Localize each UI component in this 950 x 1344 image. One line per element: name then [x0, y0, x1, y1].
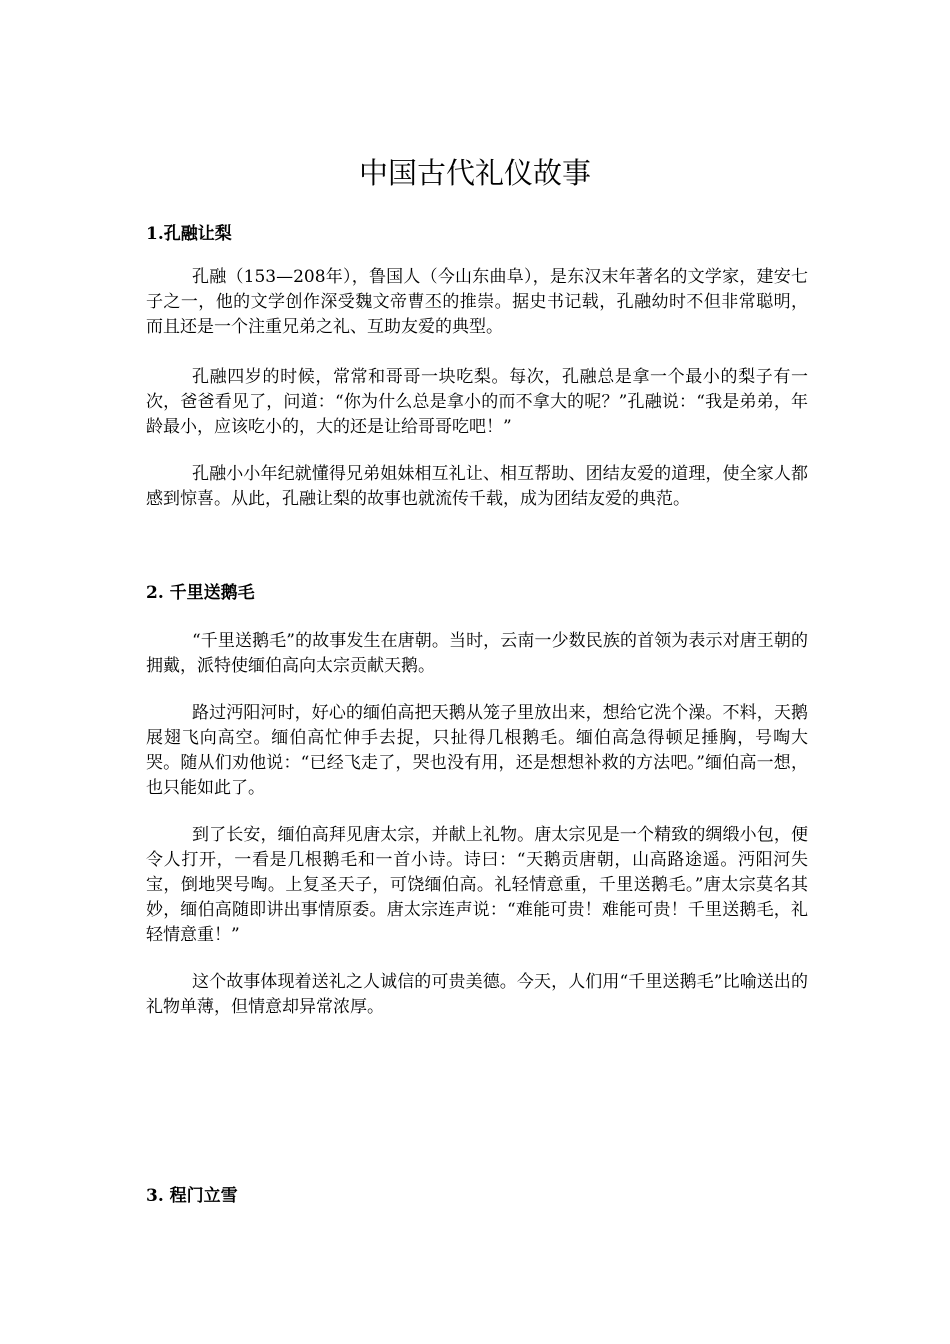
section-2-paragraph-1: “千里送鹅毛”的故事发生在唐朝。当时，云南一少数民族的首领为表示对唐王朝的拥戴，派特使缅伯高向太宗贡献天鹅。 — [146, 631, 808, 676]
section-2-paragraph-2: 路过沔阳河时，好心的缅伯高把天鹅从笼子里放出来，想给它洗个澡。不料，天鹅展翅飞向高空。缅伯高忙伸手去捉，只扯得几根鹅毛。缅伯高急得顿足捶胸，号啕大哭。随从们劝他说：“已经飞走了，哭也没有用，还是想想补救的方法吧。”缅伯高一想，也只能如此了。 — [146, 703, 808, 798]
section-1-paragraph-3: 孔融小小年纪就懂得兄弟姐妹相互礼让、相互帮助、团结友爱的道理，使全家人都感到惊喜。从此，孔融让梨的故事也就流传千载，成为团结友爱的典范。 — [146, 464, 808, 509]
section-heading-1: 1.孔融让梨 — [146, 224, 232, 244]
section-2-paragraph-4: 这个故事体现着送礼之人诚信的可贵美德。今天，人们用“千里送鹅毛”比喻送出的礼物单薄，但情意却异常浓厚。 — [146, 972, 808, 1017]
section-heading-3: 3. 程门立雪 — [146, 1186, 238, 1206]
section-heading-2: 2. 千里送鹅毛 — [146, 583, 255, 603]
document-title: 中国古代礼仪故事 — [358, 156, 591, 190]
section-2-paragraph-3: 到了长安，缅伯高拜见唐太宗，并献上礼物。唐太宗见是一个精致的绸缎小包，便令人打开，一看是几根鹅毛和一首小诗。诗曰：“天鹅贡唐朝，山高路途遥。沔阳河失宝，倒地哭号啕。上复圣天子，可饶缅伯高。礼轻情意重，千里送鹅毛。”唐太宗莫名其妙，缅伯高随即讲出事情原委。唐太宗连声说：“难能可贵！难能可贵！千里送鹅毛，礼轻情意重！” — [146, 825, 808, 945]
section-1-paragraph-2: 孔融四岁的时候，常常和哥哥一块吃梨。每次，孔融总是拿一个最小的梨子有一次，爸爸看见了，问道：“你为什么总是拿小的而不拿大的呢？”孔融说：“我是弟弟，年龄最小，应该吃小的，大的还是让给哥哥吃吧！” — [146, 367, 808, 437]
section-1-paragraph-1: 孔融（153—208年），鲁国人（今山东曲阜），是东汉末年著名的文学家，建安七子之一，他的文学创作深受魏文帝曹丕的推崇。据史书记载，孔融幼时不但非常聪明，而且还是一个注重兄弟之礼、互助友爱的典型。 — [146, 267, 808, 337]
